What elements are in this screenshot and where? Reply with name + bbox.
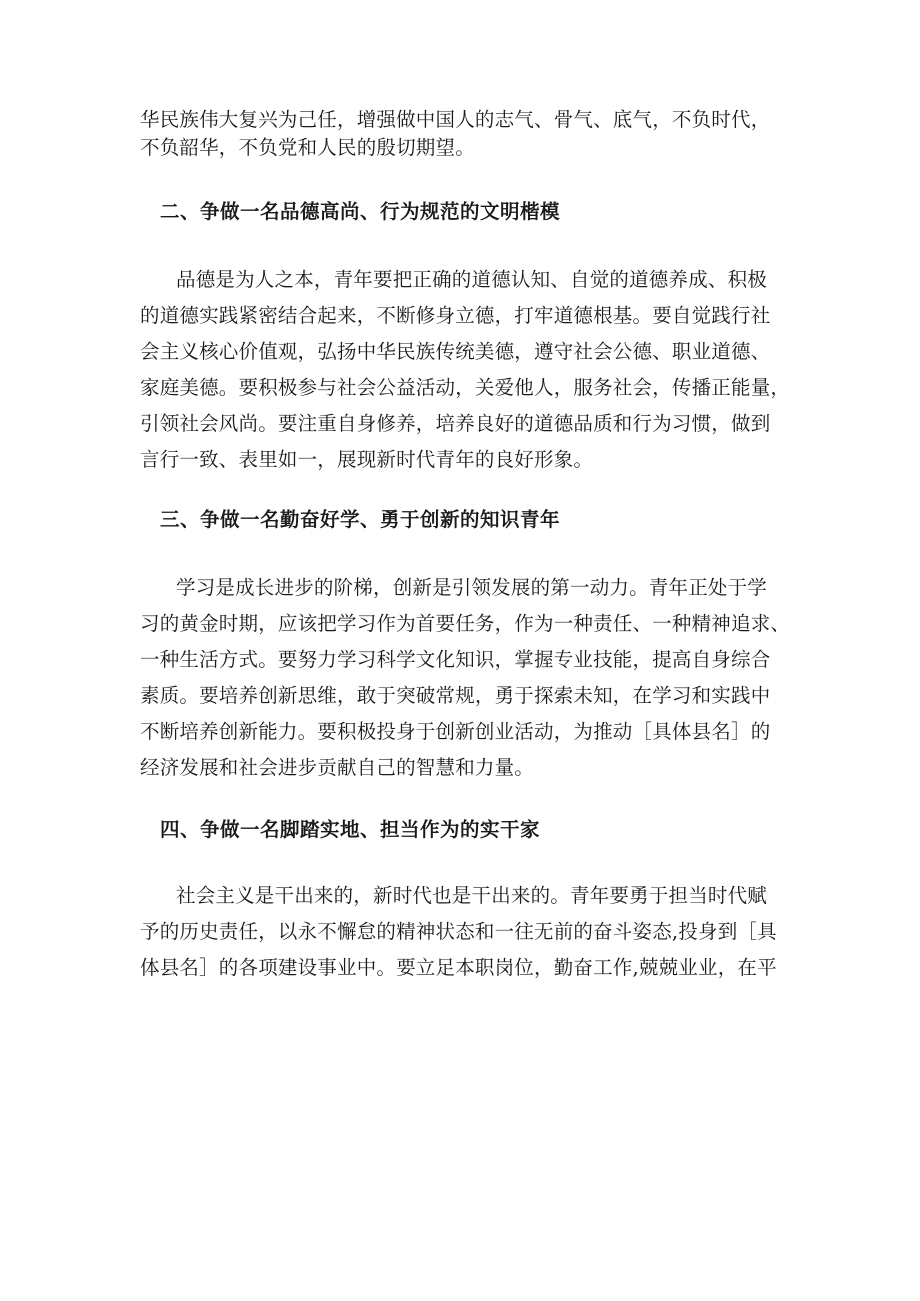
section-heading-2: 二、争做一名品德高尚、行为规范的文明楷模 <box>160 200 561 223</box>
section-3-line-4: 素质。要培养创新思维，敢于突破常规，勇于探索未知，在学习和实践中 <box>140 684 771 707</box>
section-3-line-5: 不断培养创新能力。要积极投身于创新创业活动，为推动［具体县名］的 <box>140 720 771 743</box>
section-3-line-6: 经济发展和社会进步贡献自己的智慧和力量。 <box>140 756 535 779</box>
section-2-line-1: 品德是为人之本，青年要把正确的道德认知、自觉的道德养成、积极 <box>176 268 768 291</box>
section-2-line-3: 会主义核心价值观，弘扬中华民族传统美德，遵守社会公德、职业道德、 <box>140 340 771 363</box>
intro-line-2: 不负韶华，不负党和人民的殷切期望。 <box>140 136 475 159</box>
section-4-line-3: 体县名］的各项建设事业中。要立足本职岗位，勤奋工作,兢兢业业，在平 <box>140 956 777 979</box>
intro-line-1: 华民族伟大复兴为己任，增强做中国人的志气、骨气、底气，不负时代， <box>140 108 771 131</box>
section-3-line-3: 一种生活方式。要努力学习科学文化知识，掌握专业技能，提高自身综合 <box>140 648 771 671</box>
section-heading-4: 四、争做一名脚踏实地、担当作为的实干家 <box>160 818 541 841</box>
section-2-line-4: 家庭美德。要积极参与社会公益活动，关爱他人，服务社会，传播正能量， <box>140 376 791 399</box>
section-heading-3: 三、争做一名勤奋好学、勇于创新的知识青年 <box>160 508 561 531</box>
section-4-line-1: 社会主义是干出来的，新时代也是干出来的。青年要勇于担当时代赋 <box>176 884 768 907</box>
section-3-line-1: 学习是成长进步的阶梯，创新是引领发展的第一动力。青年正处于学 <box>176 576 768 599</box>
section-2-line-5: 引领社会风尚。要注重自身修养，培养良好的道德品质和行为习惯，做到 <box>140 412 771 435</box>
section-4-line-2: 予的历史责任，以永不懈怠的精神状态和一往无前的奋斗姿态,投身到［具 <box>140 920 777 943</box>
section-2-line-2: 的道德实践紧密结合起来，不断修身立德，打牢道德根基。要自觉践行社 <box>140 304 771 327</box>
section-2-line-6: 言行一致、表里如一，展现新时代青年的良好形象。 <box>140 448 594 471</box>
section-3-line-2: 习的黄金时期，应该把学习作为首要任务，作为一种责任、一种精神追求、 <box>140 612 791 635</box>
